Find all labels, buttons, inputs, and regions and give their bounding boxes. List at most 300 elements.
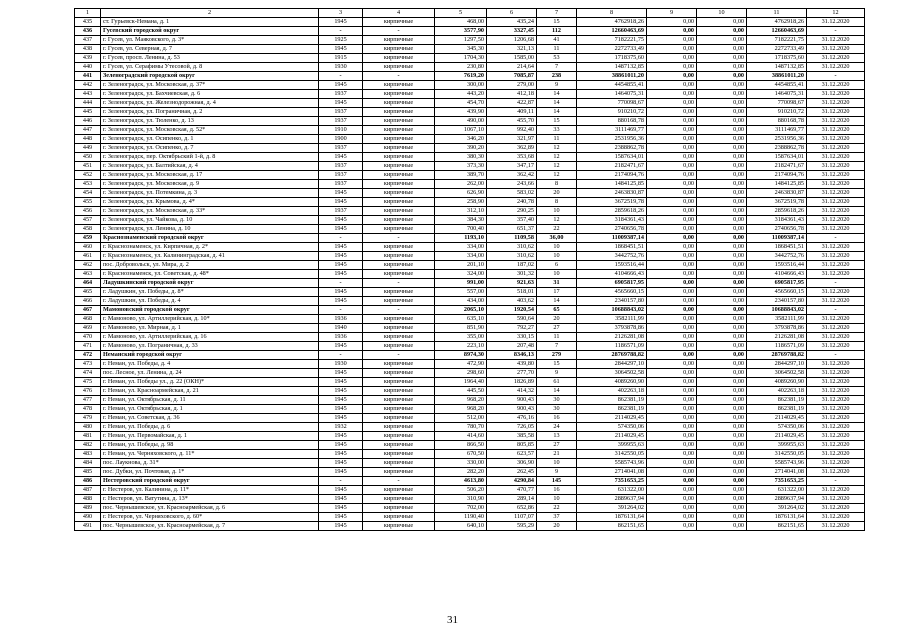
cell-cost-col10: 0,00 [697,135,747,144]
cell-year-built: 1945 [319,414,363,423]
cell-cost-col11: 2463830,87 [747,189,807,198]
cell-cost-col10: 0,00 [697,360,747,369]
cell-residents: 10 [537,207,577,216]
cell-living-area: 385,58 [487,432,537,441]
cell-total-area: 380,30 [435,153,487,162]
cell-row-number: 460 [75,243,101,252]
table-row [75,198,865,207]
cell-wall-material: кирпичные [363,522,435,531]
cell-cost-col9: 0,00 [647,486,697,495]
cell-year-built: 1930 [319,360,363,369]
cell-cost-col9: 0,00 [647,351,697,360]
cell-living-area: 403,62 [487,297,537,306]
cell-address: г. Неман, ул. Советская, д. 36 [101,414,319,423]
cell-total-area: 346,20 [435,135,487,144]
cell-living-area: 362,42 [487,171,537,180]
cell-cost-col9: 0,00 [647,90,697,99]
cell-address: г. Зеленоградск, ул. Осипенко, д. 1 [101,135,319,144]
cell-row-number: 482 [75,441,101,450]
cell-residents: 41 [537,36,577,45]
cell-year-built: 1945 [319,450,363,459]
cell-cost-total: 4104666,43 [577,270,647,279]
cell-wall-material: кирпичные [363,225,435,234]
cell-year-built: 1945 [319,378,363,387]
table-row [75,324,865,333]
cell-cost-total: 1186571,09 [577,342,647,351]
cell-living-area: 310,62 [487,252,537,261]
table-row [75,189,865,198]
cell-row-number: 484 [75,459,101,468]
cell-address: Зеленоградский городской округ [101,72,319,81]
table-row [75,216,865,225]
cell-cost-col11: 1464075,31 [747,90,807,99]
cell-cost-total: 862381,19 [577,405,647,414]
cell-cost-col11: 1876131,64 [747,513,807,522]
cell-cost-col9: 0,00 [647,477,697,486]
cell-residents: 14 [537,387,577,396]
cell-cost-total: 3672519,78 [577,198,647,207]
cell-row-number: 448 [75,135,101,144]
cell-wall-material: кирпичные [363,513,435,522]
cell-deadline: 31.12.2020 [807,495,865,504]
cell-total-area: 373,30 [435,162,487,171]
cell-cost-col10: 0,00 [697,171,747,180]
cell-cost-col9: 0,00 [647,225,697,234]
cell-year-built: 1945 [319,243,363,252]
cell-total-area: 389,70 [435,171,487,180]
cell-cost-col9: 0,00 [647,306,697,315]
cell-living-area: 1109,58 [487,234,537,243]
cell-cost-col9: 0,00 [647,54,697,63]
cell-address: г. Мамоново, ул. Артиллерийская, д. 16 [101,333,319,342]
cell-deadline: 31.12.2020 [807,45,865,54]
table-row [75,405,865,414]
cell-cost-col10: 0,00 [697,405,747,414]
cell-cost-col10: 0,00 [697,63,747,72]
cell-address: г. Зеленоградск, ул. Московская, д. 33* [101,207,319,216]
cell-year-built: 1937 [319,108,363,117]
cell-cost-col10: 0,00 [697,279,747,288]
cell-residents: 14 [537,108,577,117]
table-row [75,486,865,495]
cell-wall-material: кирпичные [363,126,435,135]
cell-deadline: 31.12.2020 [807,432,865,441]
cell-address: г. Зеленоградск, ул. Бахчиевская, д. 6 [101,90,319,99]
cell-cost-col10: 0,00 [697,207,747,216]
cell-living-area: 623,57 [487,450,537,459]
cell-cost-col10: 0,00 [697,261,747,270]
cell-total-area: 1297,50 [435,36,487,45]
table-subtotal-row [75,477,865,486]
cell-living-area: 3327,45 [487,27,537,36]
cell-year-built: 1945 [319,459,363,468]
cell-cost-col9: 0,00 [647,252,697,261]
cell-residents: 65 [537,306,577,315]
cell-row-number: 490 [75,513,101,522]
cell-cost-total: 3442752,76 [577,252,647,261]
cell-residents: 16 [537,414,577,423]
cell-cost-col11: 7351653,25 [747,477,807,486]
cell-year-built: 1937 [319,207,363,216]
cell-cost-total: 3793878,86 [577,324,647,333]
cell-address: г. Гусев, просп. Ленина, д. 53 [101,54,319,63]
cell-residents: 10 [537,270,577,279]
cell-cost-col10: 0,00 [697,27,747,36]
cell-cost-col9: 0,00 [647,396,697,405]
cell-living-area: 262,45 [487,468,537,477]
cell-cost-col11: 4089260,90 [747,378,807,387]
cell-year-built: - [319,477,363,486]
table-row [75,450,865,459]
cell-residents: 15 [537,360,577,369]
cell-address: г. Зеленоградск, ул. Московская, д. 9 [101,180,319,189]
cell-living-area: 921,63 [487,279,537,288]
cell-living-area: 306,90 [487,459,537,468]
cell-year-built: 1925 [319,36,363,45]
cell-cost-col9: 0,00 [647,180,697,189]
cell-cost-col11: 12660463,69 [747,27,807,36]
table-row [75,54,865,63]
cell-cost-total: 2126281,08 [577,333,647,342]
cell-cost-total: 862381,19 [577,396,647,405]
cell-address: г. Неман, ул. Первомайская, д. 1 [101,432,319,441]
cell-year-built: 1945 [319,342,363,351]
cell-residents: 22 [537,504,577,513]
table-row [75,207,865,216]
cell-cost-total: 4762918,26 [577,18,647,27]
cell-deadline: 31.12.2020 [807,198,865,207]
cell-row-number: 461 [75,252,101,261]
table-row [75,441,865,450]
cell-wall-material: кирпичные [363,423,435,432]
cell-year-built: 1915 [319,54,363,63]
cell-residents: 11 [537,333,577,342]
cell-cost-total: 2859618,26 [577,207,647,216]
cell-cost-col10: 0,00 [697,216,747,225]
cell-cost-col11: 1484125,85 [747,180,807,189]
cell-year-built: 1940 [319,324,363,333]
cell-cost-col11: 3582111,99 [747,315,807,324]
cell-total-area: 557,00 [435,288,487,297]
cell-cost-col10: 0,00 [697,441,747,450]
cell-cost-col11: 4565660,15 [747,288,807,297]
table-row [75,432,865,441]
cell-cost-total: 2463830,87 [577,189,647,198]
cell-row-number: 449 [75,144,101,153]
cell-address: Нестеровский городской округ [101,477,319,486]
cell-living-area: 240,78 [487,198,537,207]
cell-wall-material: кирпичные [363,324,435,333]
cell-address: г. Неман, ул. Октябрьская, д. 11 [101,396,319,405]
cell-row-number: 438 [75,45,101,54]
cell-row-number: 437 [75,36,101,45]
cell-cost-col10: 0,00 [697,54,747,63]
cell-address: г. Зеленоградск, пер. Октябрьский 1-й, д. 8 [101,153,319,162]
cell-cost-col10: 0,00 [697,198,747,207]
cell-row-number: 489 [75,504,101,513]
cell-cost-col9: 0,00 [647,423,697,432]
cell-living-area: 518,01 [487,288,537,297]
cell-year-built: 1945 [319,189,363,198]
cell-total-area: 262,00 [435,180,487,189]
cell-cost-col9: 0,00 [647,414,697,423]
cell-residents: 15 [537,117,577,126]
cell-total-area: 298,60 [435,369,487,378]
cell-wall-material: кирпичные [363,162,435,171]
cell-residents: 36,00 [537,234,577,243]
cell-year-built: 1945 [319,261,363,270]
cell-cost-col11: 10688843,02 [747,306,807,315]
cell-deadline: 31.12.2020 [807,108,865,117]
cell-row-number: 457 [75,216,101,225]
cell-cost-total: 2114029,45 [577,414,647,423]
cell-residents: 14 [537,99,577,108]
cell-deadline: 31.12.2020 [807,450,865,459]
cell-row-number: 458 [75,225,101,234]
cell-deadline: 31.12.2020 [807,180,865,189]
cell-row-number: 476 [75,387,101,396]
cell-cost-col10: 0,00 [697,315,747,324]
cell-cost-col9: 0,00 [647,387,697,396]
table-row [75,468,865,477]
register-table-container [74,8,864,531]
cell-year-built: 1937 [319,162,363,171]
cell-cost-col9: 0,00 [647,468,697,477]
cell-residents: 30 [537,396,577,405]
cell-wall-material: кирпичные [363,342,435,351]
cell-residents: 9 [537,369,577,378]
cell-residents: 11 [537,45,577,54]
cell-living-area: 321,97 [487,135,537,144]
cell-living-area: 207,48 [487,342,537,351]
cell-year-built: 1945 [319,45,363,54]
table-row [75,90,865,99]
cell-residents: 10 [537,243,577,252]
cell-cost-col10: 0,00 [697,252,747,261]
cell-cost-col9: 0,00 [647,333,697,342]
cell-residents: 30 [537,405,577,414]
cell-residents: 12 [537,216,577,225]
cell-cost-col9: 9 [647,9,697,18]
cell-total-area: 506,20 [435,486,487,495]
cell-row-number: 453 [75,180,101,189]
cell-year-built: 1945 [319,468,363,477]
cell-deadline: 31.12.2020 [807,135,865,144]
table-row [75,297,865,306]
cell-cost-col11: 4762918,26 [747,18,807,27]
cell-wall-material: кирпичные [363,135,435,144]
cell-total-area: 414,60 [435,432,487,441]
cell-year-built: - [319,306,363,315]
cell-year-built: 1932 [319,423,363,432]
cell-total-area: 866,50 [435,441,487,450]
cell-cost-total: 910210,72 [577,108,647,117]
cell-total-area: 324,00 [435,270,487,279]
cell-address: г. Зеленоградск, ул. Балтийская, д. 4 [101,162,319,171]
cell-cost-total: 3184361,43 [577,216,647,225]
cell-cost-total: 2844297,10 [577,360,647,369]
cell-cost-col11: 1868451,51 [747,243,807,252]
cell-row-number: 475 [75,378,101,387]
cell-deadline: 31.12.2020 [807,99,865,108]
cell-deadline: 31.12.2020 [807,333,865,342]
cell-cost-col10: 0,00 [697,522,747,531]
cell-row-number: 480 [75,423,101,432]
cell-row-number: 483 [75,450,101,459]
cell-living-area: 7085,87 [487,72,537,81]
cell-total-area: 1190,40 [435,513,487,522]
cell-deadline: 31.12.2020 [807,297,865,306]
table-row [75,513,865,522]
cell-deadline: 31.12.2020 [807,369,865,378]
cell-living-area: 652,86 [487,504,537,513]
cell-cost-col11: 770098,67 [747,99,807,108]
cell-deadline: 31.12.2020 [807,243,865,252]
cell-year-built: 1945 [319,252,363,261]
cell-year-built: 1945 [319,513,363,522]
cell-living-area: 8346,13 [487,351,537,360]
cell-cost-col10: 0,00 [697,504,747,513]
cell-cost-total: 3582111,99 [577,315,647,324]
cell-row-number: 463 [75,270,101,279]
cell-living-area: 1585,00 [487,54,537,63]
cell-living-area: 214,64 [487,63,537,72]
table-row [75,387,865,396]
cell-row-number: 464 [75,279,101,288]
cell-cost-col11: 3111469,77 [747,126,807,135]
cell-row-number: 452 [75,171,101,180]
cell-row-number: 481 [75,432,101,441]
cell-residents: 15 [537,18,577,27]
cell-row-number: 466 [75,297,101,306]
table-row [75,342,865,351]
cell-cost-col11: 2174094,76 [747,171,807,180]
cell-cost-col10: 0,00 [697,369,747,378]
cell-address: г. Зеленоградск, ул. Ленина, д. 10 [101,225,319,234]
cell-row-number: 462 [75,261,101,270]
cell-cost-col10: 0,00 [697,234,747,243]
cell-address: г. Неман, ул. Черняховского, д. 11* [101,450,319,459]
cell-cost-col11: 2714041,08 [747,468,807,477]
cell-wall-material: кирпичные [363,261,435,270]
cell-cost-total: 8 [577,9,647,18]
cell-cost-col9: 0,00 [647,432,697,441]
cell-cost-col9: 0,00 [647,108,697,117]
cell-total-area: 390,20 [435,144,487,153]
cell-year-built: 1937 [319,117,363,126]
cell-wall-material: кирпичные [363,450,435,459]
table-subtotal-row [75,351,865,360]
cell-wall-material: кирпичные [363,378,435,387]
cell-row-number: 459 [75,234,101,243]
cell-deadline: 31.12.2020 [807,360,865,369]
table-row [75,81,865,90]
cell-total-area: 345,30 [435,45,487,54]
cell-year-built: 1910 [319,126,363,135]
cell-residents: 22 [537,225,577,234]
cell-wall-material: 4 [363,9,435,18]
cell-address: г. Гусев, ул. Серафимы Утесовой, д. 8 [101,63,319,72]
cell-year-built: 1945 [319,153,363,162]
cell-cost-col10: 0,00 [697,189,747,198]
cell-deadline: 31.12.2020 [807,324,865,333]
cell-deadline: 31.12.2020 [807,225,865,234]
cell-living-area: 439,80 [487,360,537,369]
cell-cost-total: 12660463,69 [577,27,647,36]
cell-year-built: 1945 [319,495,363,504]
cell-row-number: 474 [75,369,101,378]
cell-row-number: 455 [75,198,101,207]
cell-row-number: 444 [75,99,101,108]
cell-cost-total: 2114029,45 [577,432,647,441]
table-row [75,45,865,54]
cell-total-area: 851,90 [435,324,487,333]
cell-living-area: 590,64 [487,315,537,324]
table-row [75,108,865,117]
cell-cost-col10: 0,00 [697,495,747,504]
cell-wall-material: кирпичные [363,45,435,54]
cell-wall-material: кирпичные [363,396,435,405]
cell-cost-total: 574350,06 [577,423,647,432]
cell-residents: 16 [537,486,577,495]
cell-cost-col11: 38861011,20 [747,72,807,81]
cell-year-built: 1945 [319,288,363,297]
cell-year-built: 1936 [319,315,363,324]
cell-deadline: 31.12.2020 [807,441,865,450]
cell-cost-col11: 1186571,09 [747,342,807,351]
cell-residents: 6 [537,261,577,270]
cell-cost-col9: 0,00 [647,378,697,387]
cell-cost-col9: 0,00 [647,342,697,351]
cell-cost-total: 399955,63 [577,441,647,450]
cell-wall-material: кирпичные [363,189,435,198]
cell-wall-material: кирпичные [363,504,435,513]
cell-residents: 33 [537,126,577,135]
cell-cost-col11: 3142550,05 [747,450,807,459]
cell-year-built: 1945 [319,396,363,405]
cell-residents: 20 [537,315,577,324]
cell-living-area: 310,62 [487,243,537,252]
cell-cost-total: 391264,02 [577,504,647,513]
cell-residents: 9 [537,468,577,477]
cell-row-number: 435 [75,18,101,27]
cell-wall-material: кирпичные [363,54,435,63]
table-row [75,117,865,126]
cell-year-built: 1930 [319,63,363,72]
cell-cost-col10: 0,00 [697,432,747,441]
cell-residents: 12 [537,144,577,153]
cell-wall-material: кирпичные [363,315,435,324]
cell-cost-col10: 0,00 [697,423,747,432]
cell-living-area: 243,66 [487,180,537,189]
cell-total-area: 230,80 [435,63,487,72]
cell-residents: 238 [537,72,577,81]
cell-cost-col9: 0,00 [647,504,697,513]
cell-cost-col10: 0,00 [697,396,747,405]
cell-year-built: - [319,27,363,36]
cell-cost-col10: 0,00 [697,513,747,522]
cell-deadline: 31.12.2020 [807,423,865,432]
cell-residents: 10 [537,495,577,504]
cell-wall-material: - [363,27,435,36]
cell-cost-col10: 0,00 [697,387,747,396]
cell-address: г. Неман, ул. Победы, д. 4 [101,360,319,369]
table-row [75,171,865,180]
cell-total-area: 1964,40 [435,378,487,387]
page-number: 31 [447,614,458,626]
cell-living-area: 277,70 [487,369,537,378]
cell-living-area: 792,27 [487,324,537,333]
